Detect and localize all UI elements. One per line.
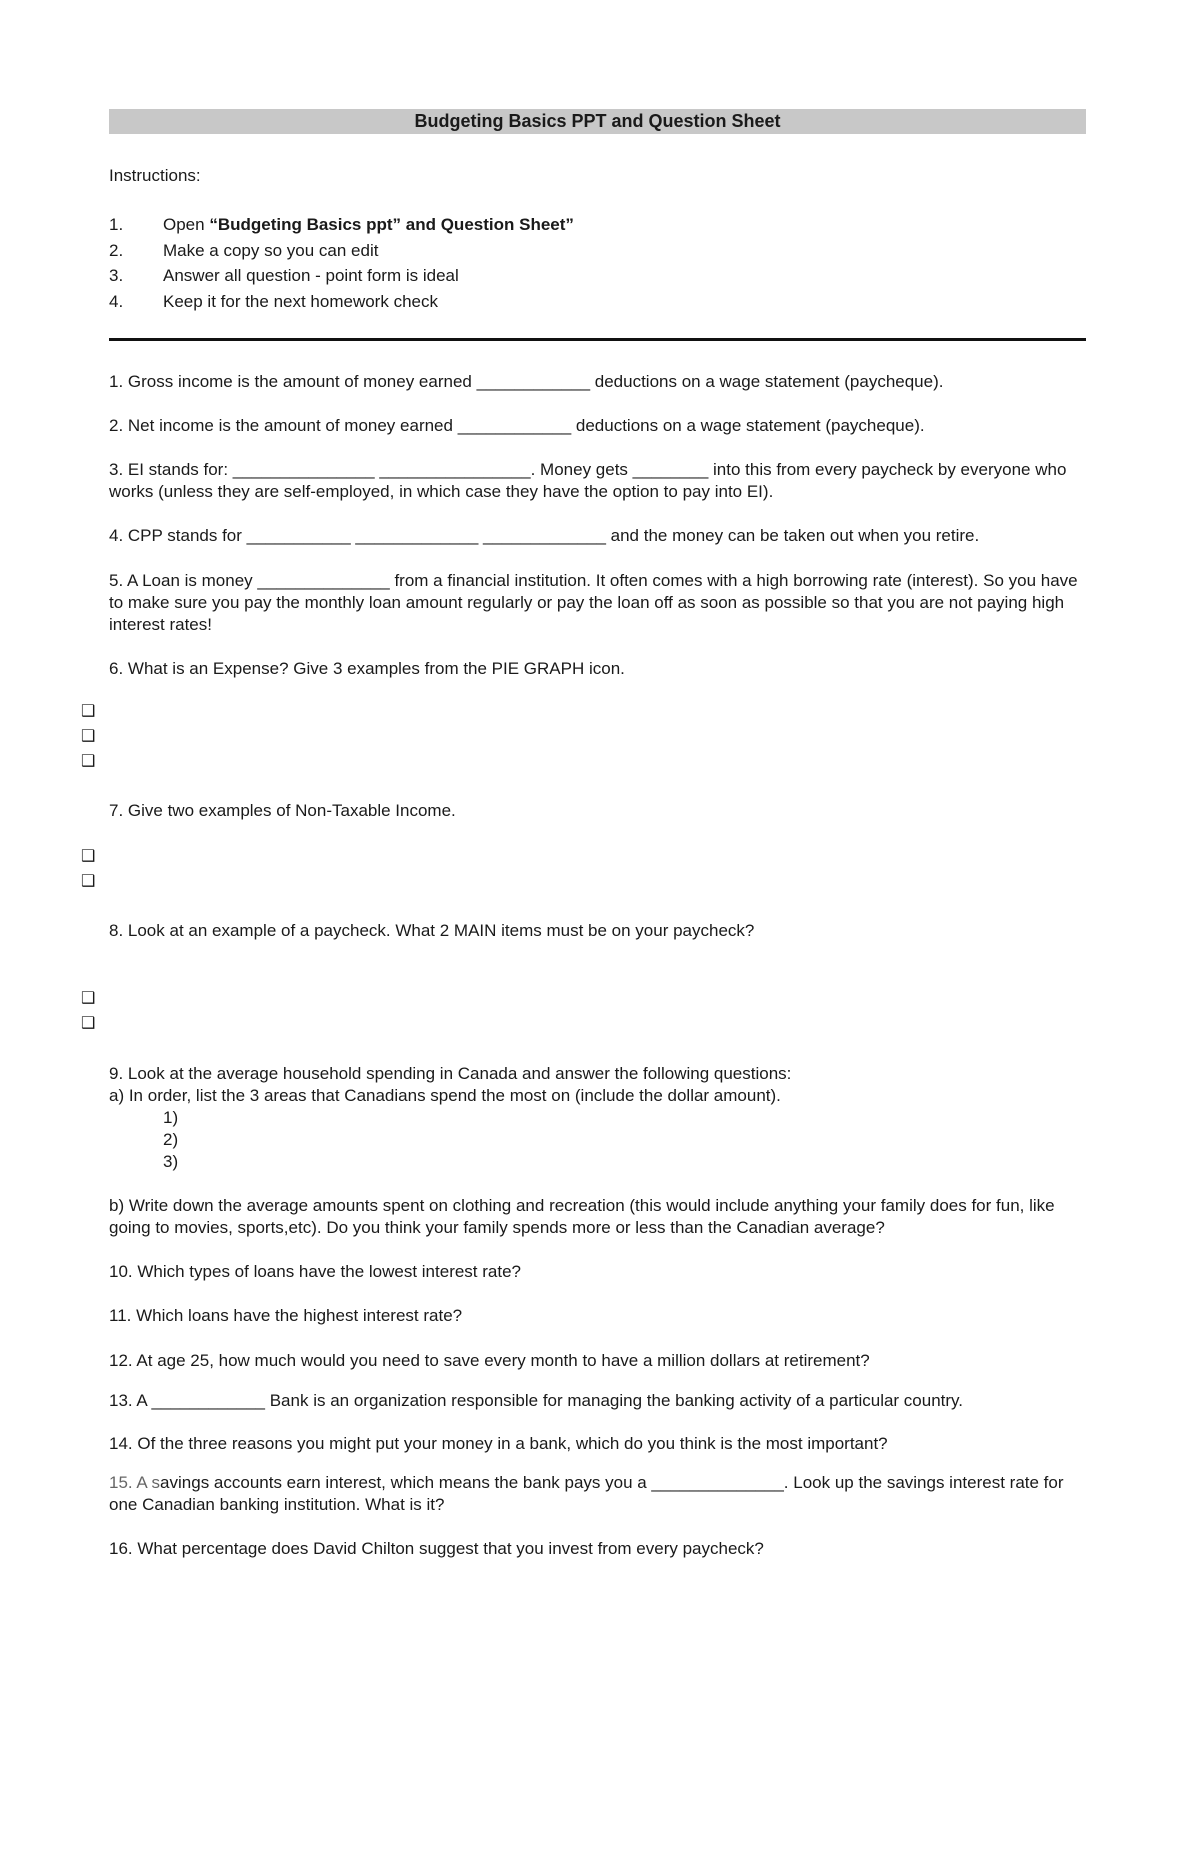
instruction-number: 1. [109,215,124,234]
question-11: 11. Which loans have the highest interest rate? [109,1306,463,1325]
question-10: 10. Which types of loans have the lowest interest rate? [109,1262,522,1281]
question-9b: b) Write down the average amounts spent on clothing and recreation (this would include anything your family does for fun, like going to movies, sports,etc). Do you think your family spends more or less than the Canadian average? [109,1196,1055,1237]
answer-line: 3) [163,1152,179,1171]
question-12: 12. At age 25, how much would you need to save every month to have a million dollars at retirement? [109,1351,870,1370]
instruction-text: Answer all question - point form is ideal [163,266,459,285]
checkbox-icon[interactable]: ❑ [81,703,96,720]
checkbox-icon[interactable]: ❑ [81,1015,96,1032]
question-15-prefix: 15. A s [109,1473,161,1492]
instruction-text: Keep it for the next homework check [163,291,438,311]
question-8: 8. Look at an example of a paycheck. What 2 MAIN items must be on your paycheck? [109,921,755,940]
instruction-text: Make a copy so you can edit [163,240,379,260]
question-6: 6. What is an Expense? Give 3 examples from the PIE GRAPH icon. [109,659,625,678]
answer-line: 2) [163,1130,179,1149]
question-7: 7. Give two examples of Non-Taxable Income. [109,801,456,820]
checkbox-icon[interactable]: ❑ [81,990,96,1007]
instruction-text-pre: Open [163,215,210,234]
instruction-number: 3. [109,266,124,285]
instruction-item [109,214,1086,240]
section-divider [109,338,1086,341]
document-title: Budgeting Basics PPT and Question Sheet [109,109,1086,134]
question-14: 14. Of the three reasons you might put your money in a bank, which do you think is the most important? [109,1434,888,1453]
question-13: 13. A ____________ Bank is an organization responsible for managing the banking activity of a particular country. [109,1391,964,1410]
answer-line: 1) [163,1108,179,1127]
question-15-text: avings accounts earn interest, which means the bank pays you a ______________. Look up the savings interest rate for one Canadian banking institution. What is it? [109,1473,1064,1514]
question-9a-text: a) In order, list the 3 areas that Canadians spend the most on (include the dollar amount). [109,1086,781,1105]
checkbox-icon[interactable]: ❑ [81,753,96,770]
question-3: 3. EI stands for: _______________ ________________. Money gets ________ into this from every paycheck by everyone who works (unless they are self-employed, in which case they have the option to pay into EI). [109,460,1067,501]
checkbox-icon[interactable]: ❑ [81,848,96,865]
instruction-number: 2. [109,240,124,260]
instruction-item [109,240,1086,266]
instructions-list [109,214,1086,316]
question-9-text: 9. Look at the average household spending in Canada and answer the following questions: [109,1064,792,1083]
instruction-number: 4. [109,291,124,311]
instruction-text-bold: “Budgeting Basics ppt” and Question Sheet” [209,215,574,234]
question-4: 4. CPP stands for ___________ _____________ _____________ and the money can be taken out when you retire. [109,526,980,545]
checkbox-icon[interactable]: ❑ [81,728,96,745]
instruction-item [109,291,1086,317]
question-9 [109,1063,1086,1173]
question-16: 16. What percentage does David Chilton suggest that you invest from every paycheck? [109,1539,764,1558]
instruction-text [163,214,574,240]
checkbox-icon[interactable]: ❑ [81,873,96,890]
instruction-item [109,265,1086,291]
question-5: 5. A Loan is money ______________ from a financial institution. It often comes with a high borrowing rate (interest). So you have to make sure you pay the monthly loan amount regularly or pay the loan off as soon as possible so that you are not paying high interest rates! [109,571,1078,634]
question-1: 1. Gross income is the amount of money earned ____________ deductions on a wage statement (paycheque). [109,372,944,391]
question-2: 2. Net income is the amount of money earned ____________ deductions on a wage statement (paycheque). [109,416,925,435]
instructions-label: Instructions: [109,166,201,185]
question-15 [109,1472,1086,1516]
